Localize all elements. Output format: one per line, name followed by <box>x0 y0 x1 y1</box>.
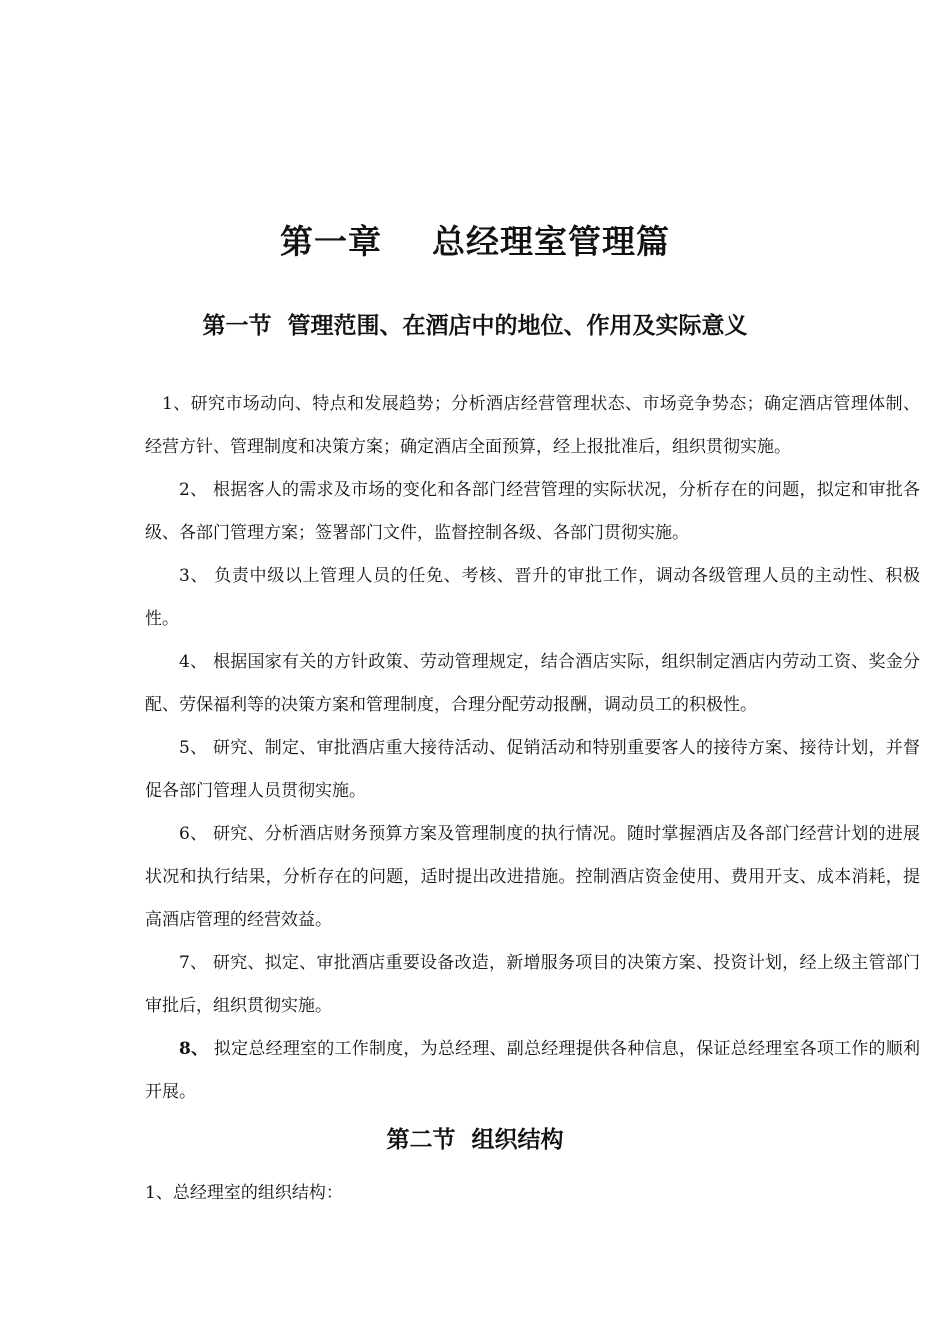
list-item-4 <box>145 641 920 727</box>
list-item-text: 负责中级以上管理人员的任免、考核、晋升的审批工作，调动各级管理人员的主动性、积极性。 <box>145 566 920 629</box>
list-item-number: 6、 <box>179 824 208 844</box>
list-item-text: 研究市场动向、特点和发展趋势；分析酒店经营管理状态、市场竞争势态；确定酒店管理体制、经营方针、管理制度和决策方案；确定酒店全面预算，经上报批准后，组织贯彻实施。 <box>145 394 920 457</box>
list-item-1 <box>145 383 920 469</box>
list-item-2 <box>145 469 920 555</box>
chapter-title: 第一章 总经理室管理篇 <box>280 222 670 261</box>
list-item-text: 拟定总经理室的工作制度，为总经理、副总经理提供各种信息，保证总经理室各项工作的顺利开展。 <box>145 1039 920 1102</box>
list-item-text: 研究、拟定、审批酒店重要设备改造，新增服务项目的决策方案、投资计划，经上级主管部门审批后，组织贯彻实施。 <box>145 953 920 1016</box>
list-item-7 <box>145 942 920 1028</box>
list-item-3 <box>145 555 920 641</box>
list-item-number: 7、 <box>179 953 208 973</box>
list-item-number: 8、 <box>179 1039 209 1059</box>
list-item-number: 4、 <box>179 652 208 672</box>
section1-body <box>145 383 920 1114</box>
list-item-6 <box>145 813 920 942</box>
list-item-text: 根据国家有关的方针政策、劳动管理规定，结合酒店实际，组织制定酒店内劳动工资、奖金分配、劳保福利等的决策方案和管理制度，合理分配劳动报酬，调动员工的积极性。 <box>145 652 920 715</box>
subheading-org-structure: 1、总经理室的组织结构： <box>145 1183 343 1203</box>
list-item-text: 研究、制定、审批酒店重大接待活动、促销活动和特别重要客人的接待方案、接待计划，并督促各部门管理人员贯彻实施。 <box>145 738 920 801</box>
section-title-1: 第一节 管理范围、在酒店中的地位、作用及实际意义 <box>202 312 748 339</box>
list-item-number: 3、 <box>179 566 209 586</box>
list-item-number: 2、 <box>179 480 208 500</box>
list-item-text: 根据客人的需求及市场的变化和各部门经营管理的实际状况，分析存在的问题，拟定和审批各级、各部门管理方案；签署部门文件，监督控制各级、各部门贯彻实施。 <box>145 480 920 543</box>
list-item-number: 1、 <box>162 394 191 414</box>
list-item-5 <box>145 727 920 813</box>
list-item-text: 研究、分析酒店财务预算方案及管理制度的执行情况。随时掌握酒店及各部门经营计划的进展状况和执行结果，分析存在的问题，适时提出改进措施。控制酒店资金使用、费用开支、成本消耗，提高酒店管理的经营效益。 <box>145 824 920 930</box>
section-title-2: 第二节 组织结构 <box>386 1126 564 1153</box>
list-item-8 <box>145 1028 920 1114</box>
list-item-number: 5、 <box>179 738 208 758</box>
